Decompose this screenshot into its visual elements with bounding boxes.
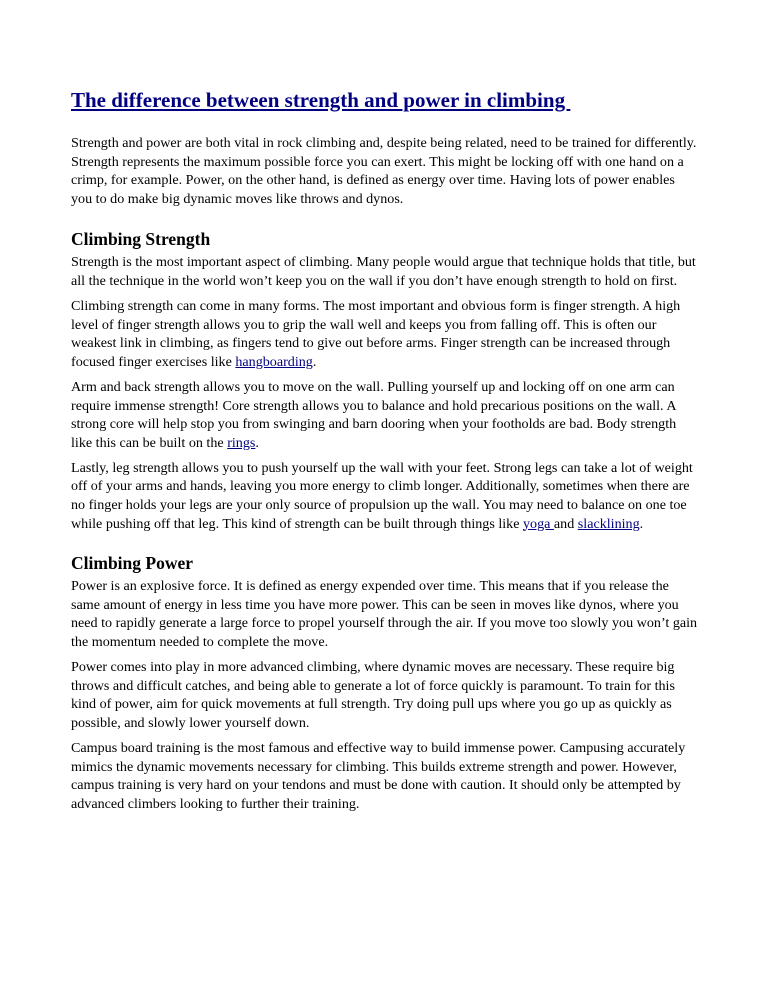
intro-paragraph: Strength and power are both vital in rock climbing and, despite being related, need to be trained for differently. Strength represents the maximum possible force you can exert. This might be locking off with one hand on a crimp, for example. Power, on the other hand, is defined as energy over time. Having lots of power enables you to do make big dynamic moves like throws and dynos. bbox=[71, 135, 697, 207]
strength-paragraph-4-text: Lastly, leg strength allows you to push yourself up the wall with your feet. Strong legs can take a lot of weight off of your arms and hands, leaving you more energy to climb longer. Additionally, sometimes when there are no finger holds your legs are your only source of propulsion up the wall. You may need to balance on one toe while pushing off that leg. This kind of strength can be built through things like bbox=[71, 459, 693, 532]
section-heading-power: Climbing Power bbox=[71, 553, 194, 574]
slacklining-link[interactable]: slacklining bbox=[577, 515, 640, 532]
strength-paragraph-3 bbox=[71, 378, 699, 452]
strength-paragraph-2-text: Climbing strength can come in many forms. The most important and obvious form is finger strength. A high level of finger strength allows you to grip the wall well and keeps you from falling off. This is often our weakest link in climbing, as fingers tend to give out before arms. Finger strength can be increased through focused finger exercises like bbox=[71, 298, 681, 370]
hangboarding-link[interactable]: hangboarding bbox=[235, 353, 313, 370]
strength-paragraph-4-end: . bbox=[639, 515, 644, 532]
section-heading-strength: Climbing Strength bbox=[71, 229, 211, 250]
power-paragraph-3: Campus board training is the most famous and effective way to build immense power. Campusing accurately mimics the dynamic movements necessary for climbing. This builds extreme strength and power. However, campus training is very hard on your tendons and must be done with caution. It should only be attempted by advanced climbers looking to further their training. bbox=[71, 739, 686, 812]
title-spacer bbox=[71, 114, 699, 134]
page-title: The difference between strength and power in climbing bbox=[71, 88, 571, 112]
strength-paragraph-3-end: . bbox=[255, 434, 259, 451]
strength-paragraph-3-text: Arm and back strength allows you to move on the wall. Pulling yourself up and locking off on one arm can require immense strength! Core strength allows you to balance and hold precarious positions on the wall. A strong core will help stop you from swinging and barn dooring when your footholds are bad. Body strength like this can be built on the bbox=[71, 378, 677, 451]
rings-link[interactable]: rings bbox=[227, 434, 256, 451]
strength-paragraph-1: Strength is the most important aspect of climbing. Many people would argue that technique holds that title, but all the technique in the world won’t keep you on the wall if you don’t have enough strength to hold on first. bbox=[71, 254, 696, 289]
power-paragraph-1: Power is an explosive force. It is defined as energy expended over time. This means that if you release the same amount of energy in less time you have more power. This can be seen in moves like dynos, where you need to rapidly generate a large force to propel yourself through the air. If you move too slowly you won’t gain the momentum needed to complete the move. bbox=[71, 578, 698, 650]
document-page bbox=[71, 86, 699, 820]
strength-paragraph-4-mid: and bbox=[553, 515, 578, 532]
power-paragraph-2: Power comes into play in more advanced climbing, where dynamic moves are necessary. These require big throws and difficult catches, and being able to generate a lot of force quickly is paramount. To train for this kind of power, aim for quick movements at full strength. Try doing pull ups where you go up as quickly as possible, and slowly lower yourself down. bbox=[71, 659, 675, 731]
strength-paragraph-2-end: . bbox=[312, 353, 317, 370]
strength-paragraph-4 bbox=[71, 459, 699, 533]
yoga-link[interactable]: yoga bbox=[523, 515, 554, 532]
strength-paragraph-2 bbox=[71, 297, 699, 371]
